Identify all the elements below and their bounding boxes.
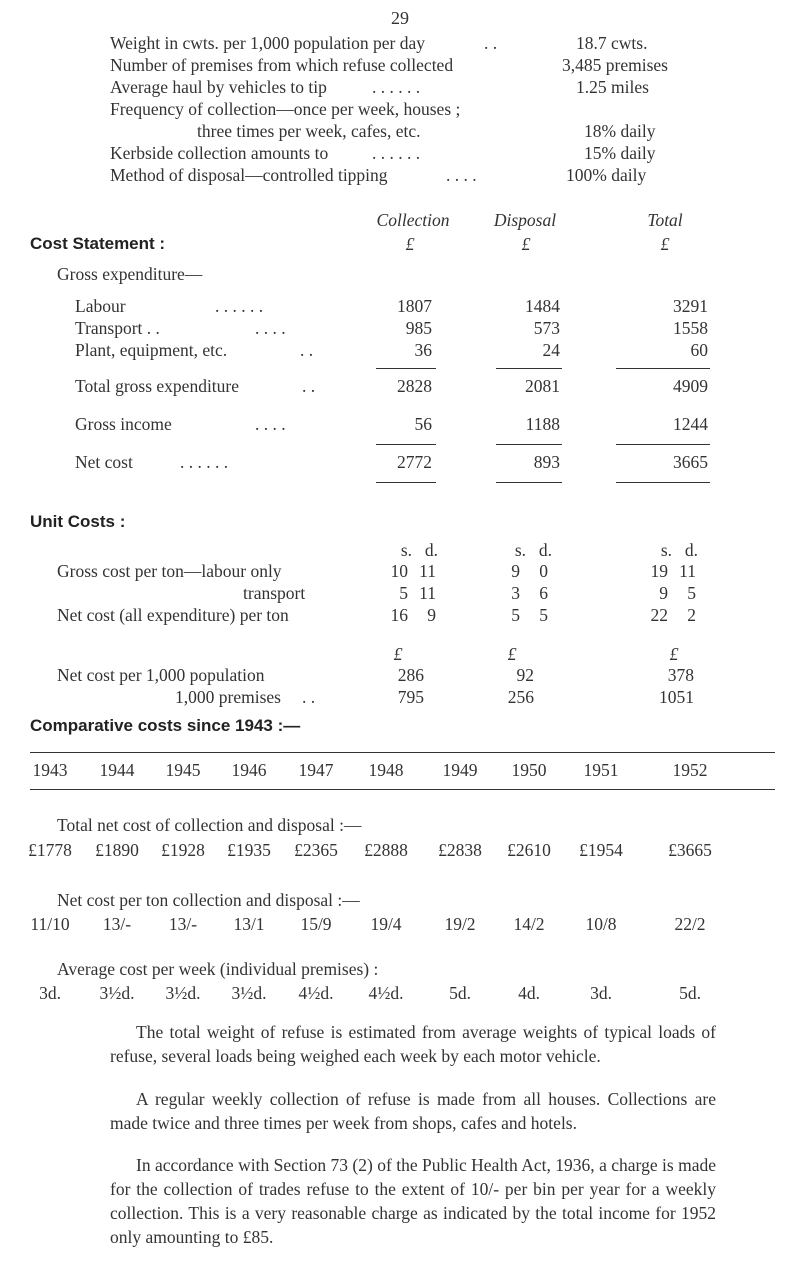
sd-header: s.: [660, 540, 672, 560]
year-header-cell: 1945: [165, 760, 201, 780]
weekly-cost-cell: 4½d.: [368, 983, 404, 1003]
cell-collection: 795: [397, 687, 424, 707]
stat-label: Frequency of collection—once per week, houses ;: [110, 99, 461, 119]
cell-total: 60: [690, 340, 708, 360]
weekly-cost-cell: 4d.: [518, 983, 540, 1003]
unit-row-label: 1,000 premises: [175, 687, 281, 707]
cell-total: 378: [667, 665, 694, 685]
sum-rule: [616, 482, 710, 483]
year-header-cell: 1944: [99, 760, 135, 780]
cell-shillings: 5: [511, 605, 520, 625]
sd-header: d.: [424, 540, 438, 560]
stat-dots: . . . .: [446, 165, 477, 185]
cell-total: 1051: [659, 687, 694, 707]
per-ton-cost-cell: 10/8: [585, 914, 617, 934]
cell-shillings: 10: [390, 561, 408, 581]
currency-symbol: £: [507, 644, 517, 664]
cell-disposal: 92: [516, 665, 534, 685]
cell-total: 3291: [673, 296, 708, 316]
cell-collection: 2828: [397, 376, 432, 396]
sd-header: s.: [400, 540, 412, 560]
column-header-disposal: Disposal: [493, 210, 557, 230]
sd-header: s.: [514, 540, 526, 560]
row-dots: . .: [302, 376, 316, 396]
currency-symbol: £: [393, 644, 403, 664]
row-label-net-cost: Net cost: [75, 452, 133, 472]
paragraph: [110, 1020, 716, 1068]
weekly-cost-cell: 5d.: [679, 983, 701, 1003]
weekly-cost-cell: 3½d.: [99, 983, 135, 1003]
total-cost-cell: £2838: [438, 840, 482, 860]
sum-rule: [616, 368, 710, 369]
stat-value: 18.7 cwts.: [576, 33, 648, 53]
currency-symbol: £: [405, 234, 415, 254]
cell-collection: 2772: [397, 452, 432, 472]
row-dots: . . . . . .: [215, 296, 264, 316]
cell-disposal: 893: [533, 452, 560, 472]
page-number: 29: [391, 8, 409, 28]
year-header-bottom-rule: [30, 789, 775, 790]
weekly-cost-cell: 3½d.: [165, 983, 201, 1003]
stat-value: 15% daily: [584, 143, 656, 163]
comparison-label-total: Total net cost of collection and disposal :—: [57, 815, 362, 835]
stat-value: 1.25 miles: [576, 77, 649, 97]
stat-dots: . . . . . .: [372, 77, 421, 97]
total-cost-cell: £1935: [227, 840, 271, 860]
total-cost-cell: £1954: [579, 840, 623, 860]
cell-pence: 5: [687, 583, 696, 603]
sum-rule: [376, 444, 436, 445]
cell-shillings: 9: [659, 583, 668, 603]
unit-row-label: transport: [243, 583, 306, 603]
cell-collection: 286: [397, 665, 424, 685]
cell-collection: 36: [414, 340, 432, 360]
stat-value: 18% daily: [584, 121, 656, 141]
column-header-total: Total: [647, 210, 683, 230]
year-header-cell: 1950: [511, 760, 547, 780]
cell-total: 1558: [673, 318, 708, 338]
cell-disposal: 24: [542, 340, 560, 360]
cell-collection: 56: [414, 414, 432, 434]
cell-pence: 5: [539, 605, 548, 625]
per-ton-cost-cell: 19/2: [444, 914, 476, 934]
year-header-cell: 1949: [442, 760, 478, 780]
total-cost-cell: £1890: [95, 840, 139, 860]
cell-pence: 9: [427, 605, 436, 625]
sum-rule: [496, 368, 562, 369]
year-header-cell: 1947: [298, 760, 334, 780]
comparison-label-weekly: Average cost per week (individual premises) :: [57, 959, 379, 979]
stat-label: Number of premises from which refuse collected: [110, 55, 454, 75]
column-header-collection: Collection: [376, 210, 450, 230]
weekly-cost-cell: 5d.: [449, 983, 471, 1003]
row-label: Transport . .: [75, 318, 160, 338]
sum-rule: [496, 444, 562, 445]
cell-disposal: 1484: [525, 296, 560, 316]
cell-total: 3665: [673, 452, 708, 472]
cell-shillings: 5: [399, 583, 408, 603]
year-header-cell: 1951: [583, 760, 619, 780]
per-ton-cost-cell: 13/-: [102, 914, 132, 934]
cell-pence: 2: [687, 605, 696, 625]
row-dots: . .: [302, 687, 316, 707]
paragraph-text: In accordance with Section 73 (2) of the Public Health Act, 1936, a charge is made for the collection of trades refuse to the extent of 10/- per bin per year for a weekly collection. This is a very reasonable charge as indicated by the total income for 1952 only amounting to £85.: [110, 1155, 716, 1247]
paragraph: [110, 1153, 716, 1249]
paragraph-text: The total weight of refuse is estimated from average weights of typical loads of refuse, several loads being weighed each week by each motor vehicle.: [110, 1022, 716, 1066]
cell-shillings: 16: [390, 605, 408, 625]
sum-rule: [616, 444, 710, 445]
stat-dots: . . . . . .: [372, 143, 421, 163]
paragraph-text: A regular weekly collection of refuse is made from all houses. Collections are made twice and three times per week from shops, cafes and hotels.: [110, 1089, 716, 1133]
section-heading-unit-costs: Unit Costs :: [30, 512, 126, 531]
year-header-cell: 1946: [231, 760, 267, 780]
cell-pence: 0: [539, 561, 548, 581]
weekly-cost-cell: 4½d.: [298, 983, 334, 1003]
per-ton-cost-cell: 15/9: [300, 914, 332, 934]
sd-header: d.: [538, 540, 552, 560]
unit-row-label: Net cost (all expenditure) per ton: [57, 605, 289, 625]
year-header-top-rule: [30, 752, 775, 753]
sum-rule: [376, 368, 436, 369]
comparison-label-per-ton: Net cost per ton collection and disposal :—: [57, 890, 360, 910]
section-heading-comparative: Comparative costs since 1943 :—: [30, 716, 301, 735]
weekly-cost-cell: 3d.: [39, 983, 61, 1003]
total-cost-cell: £1928: [161, 840, 205, 860]
per-ton-cost-cell: 19/4: [370, 914, 402, 934]
cell-disposal: 256: [507, 687, 534, 707]
cell-shillings: 22: [650, 605, 668, 625]
stat-label: Kerbside collection amounts to: [110, 143, 329, 163]
sum-rule: [496, 482, 562, 483]
cell-collection: 985: [405, 318, 432, 338]
row-dots: . . . .: [255, 318, 286, 338]
cell-pence: 11: [679, 561, 696, 581]
currency-symbol: £: [660, 234, 670, 254]
stat-value: 100% daily: [566, 165, 647, 185]
cell-shillings: 3: [511, 583, 520, 603]
section-heading-cost-statement: Cost Statement :: [30, 234, 166, 253]
sum-rule: [376, 482, 436, 483]
currency-symbol: £: [669, 644, 679, 664]
stat-label: Method of disposal—controlled tipping: [110, 165, 388, 185]
per-ton-cost-cell: 13/1: [233, 914, 265, 934]
cell-disposal: 1188: [525, 414, 560, 434]
row-label: Labour: [75, 296, 126, 316]
total-cost-cell: £3665: [668, 840, 712, 860]
stat-label: Weight in cwts. per 1,000 population per day: [110, 33, 425, 53]
gross-expenditure-label: Gross expenditure—: [57, 264, 203, 284]
unit-row-label: Gross cost per ton—labour only: [57, 561, 282, 581]
total-cost-cell: £2888: [364, 840, 408, 860]
currency-symbol: £: [521, 234, 531, 254]
year-header-cell: 1943: [32, 760, 68, 780]
cell-shillings: 19: [650, 561, 668, 581]
row-dots: . .: [300, 340, 314, 360]
weekly-cost-cell: 3d.: [590, 983, 612, 1003]
cell-pence: 6: [539, 583, 548, 603]
stat-label: Average haul by vehicles to tip: [110, 77, 327, 97]
unit-row-label: Net cost per 1,000 population: [57, 665, 265, 685]
total-cost-cell: £2610: [507, 840, 551, 860]
weekly-cost-cell: 3½d.: [231, 983, 267, 1003]
total-cost-cell: £1778: [28, 840, 72, 860]
cell-pence: 11: [419, 561, 436, 581]
year-header-cell: 1952: [672, 760, 708, 780]
total-cost-cell: £2365: [294, 840, 338, 860]
cell-shillings: 9: [511, 561, 520, 581]
per-ton-cost-cell: 13/-: [168, 914, 198, 934]
stat-value: 3,485 premises: [562, 55, 668, 75]
cell-disposal: 573: [533, 318, 560, 338]
stat-dots: . .: [484, 33, 498, 53]
row-dots: . . . . . .: [180, 452, 229, 472]
per-ton-cost-cell: 14/2: [513, 914, 545, 934]
cell-total: 1244: [673, 414, 708, 434]
year-header-cell: 1948: [368, 760, 404, 780]
cell-total: 4909: [673, 376, 708, 396]
cell-disposal: 2081: [525, 376, 560, 396]
row-label-gross-income: Gross income: [75, 414, 172, 434]
row-label: Plant, equipment, etc.: [75, 340, 228, 360]
sd-header: d.: [684, 540, 698, 560]
per-ton-cost-cell: 11/10: [30, 914, 70, 934]
row-dots: . . . .: [255, 414, 286, 434]
stat-label: three times per week, cafes, etc.: [197, 121, 421, 141]
row-label-total-gross: Total gross expenditure: [75, 376, 240, 396]
paragraph: [110, 1087, 716, 1135]
cell-pence: 11: [419, 583, 436, 603]
per-ton-cost-cell: 22/2: [674, 914, 706, 934]
cell-collection: 1807: [397, 296, 432, 316]
